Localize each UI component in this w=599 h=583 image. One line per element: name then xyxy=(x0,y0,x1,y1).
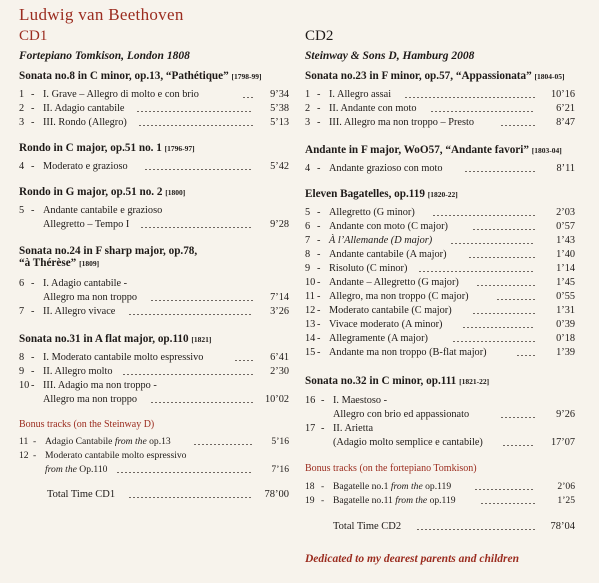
track-row: 4 - Andante grazioso con moto 8’11 xyxy=(305,163,575,174)
track-row: Allegro con brio ed appassionato 9’26 xyxy=(333,409,575,420)
track-row: 8 - Andante cantabile (A major) 1’40 xyxy=(305,249,575,260)
track-row: 1 - I. Allegro assai 10’16 xyxy=(305,89,575,100)
track-row: 10 - III. Adagio ma non troppo - xyxy=(19,380,157,391)
cd2-section-title: Andante in F major, WoO57, “Andante favori” [1803-04] xyxy=(305,144,562,156)
cd2-section-title: Sonata no.32 in C minor, op.111 [1821-22] xyxy=(305,375,490,387)
track-row: 6 - I. Adagio cantabile - xyxy=(19,278,128,289)
track-row: 5 - Allegretto (G minor) 2’03 xyxy=(305,207,575,218)
track-row: 3 - III. Rondo (Allegro) 5’13 xyxy=(19,117,289,128)
track-row: 3 - III. Allegro ma non troppo – Presto 8’47 xyxy=(305,117,575,128)
cd1-instrument: Fortepiano Tomkison, London 1808 xyxy=(19,50,190,62)
cd1-section-title: Sonata no.24 in F sharp major, op.78, “à Thérèse” [1809] xyxy=(19,245,198,269)
cd2-section-title: Sonata no.23 in F minor, op.57, “Appassionata” [1804-05] xyxy=(305,70,565,82)
track-row: 1 - I. Grave – Allegro di molto e con brio 9’34 xyxy=(19,89,289,100)
track-row: 7 - À l’Allemande (D major) 1’43 xyxy=(305,235,575,246)
track-row: 9 - Risoluto (C minor) 1’14 xyxy=(305,263,575,274)
track-row: 7 - II. Allegro vivace 3’26 xyxy=(19,306,289,317)
track-row: Allegro ma non troppo 10’02 xyxy=(43,394,289,405)
cd1-section-title: Sonata no.31 in A flat major, op.110 [1821] xyxy=(19,333,212,345)
track-row: 16 - I. Maestoso - xyxy=(305,395,388,406)
cd1-section-title: Rondo in C major, op.51 no. 1 [1796-97] xyxy=(19,142,195,154)
bonus-track-row: 18 - Bagatelle no.1 from the op.119 2’06 xyxy=(305,481,575,492)
track-row: 4 - Moderato e grazioso 5’42 xyxy=(19,161,289,172)
track-row: 5 - Andante cantabile e grazioso xyxy=(19,205,163,216)
bonus-track-row: 19 - Bagatelle no.11 from the op.119 1’25 xyxy=(305,495,575,506)
composer-header: Ludwig van Beethoven xyxy=(19,5,184,24)
cd2-instrument: Steinway & Sons D, Hamburg 2008 xyxy=(305,50,475,62)
track-row: 2 - II. Andante con moto 6’21 xyxy=(305,103,575,114)
track-row: 15 - Andante ma non troppo (B-flat major) 1’39 xyxy=(305,347,575,358)
track-row: 11 - Allegro, ma non troppo (C major) 0’55 xyxy=(305,291,575,302)
track-row: 6 - Andante con moto (C major) 0’57 xyxy=(305,221,575,232)
cd2-total-time: Total Time CD2 78’04 xyxy=(333,521,575,532)
track-row: 13 - Vivace moderato (A minor) 0’39 xyxy=(305,319,575,330)
cd2-section-title: Eleven Bagatelles, op.119 [1820-22] xyxy=(305,188,458,200)
bonus-track-row: from the Op.110 7’16 xyxy=(45,464,289,475)
track-row: 10 - Andante – Allegretto (G major) 1’45 xyxy=(305,277,575,288)
bonus-track-row: 11 - Adagio Cantabile from the op.13 5’16 xyxy=(19,436,289,447)
track-row: Allegro ma non troppo 7’14 xyxy=(43,292,289,303)
dedication: Dedicated to my dearest parents and children xyxy=(305,553,520,565)
track-row: 17 - II. Arietta xyxy=(305,423,374,434)
cd2-title: CD2 xyxy=(305,28,334,44)
cd1-section-title: Rondo in G major, op.51 no. 2 [1800] xyxy=(19,186,186,198)
track-row: (Adagio molto semplice e cantabile) 17’07 xyxy=(333,437,575,448)
cd2-bonus-label: Bonus tracks (on the fortepiano Tomkison) xyxy=(305,463,477,474)
track-row: 12 - Moderato cantabile (C major) 1’31 xyxy=(305,305,575,316)
cd1-title: CD1 xyxy=(19,28,48,44)
cd1-total-time: Total Time CD1 78’00 xyxy=(47,489,289,500)
track-row: 8 - I. Moderato cantabile molto espressivo 6’41 xyxy=(19,352,289,363)
track-row: Allegretto – Tempo I 9’28 xyxy=(43,219,289,230)
cd1-section-title: Sonata no.8 in C minor, op.13, “Pathétique” [1798-99] xyxy=(19,70,262,82)
track-row: 2 - II. Adagio cantabile 5’38 xyxy=(19,103,289,114)
track-row: 14 - Allegramente (A major) 0’18 xyxy=(305,333,575,344)
track-row: 9 - II. Allegro molto 2’30 xyxy=(19,366,289,377)
bonus-track-row: 12 - Moderato cantabile molto espressivo xyxy=(19,450,187,461)
cd1-bonus-label: Bonus tracks (on the Steinway D) xyxy=(19,419,155,430)
